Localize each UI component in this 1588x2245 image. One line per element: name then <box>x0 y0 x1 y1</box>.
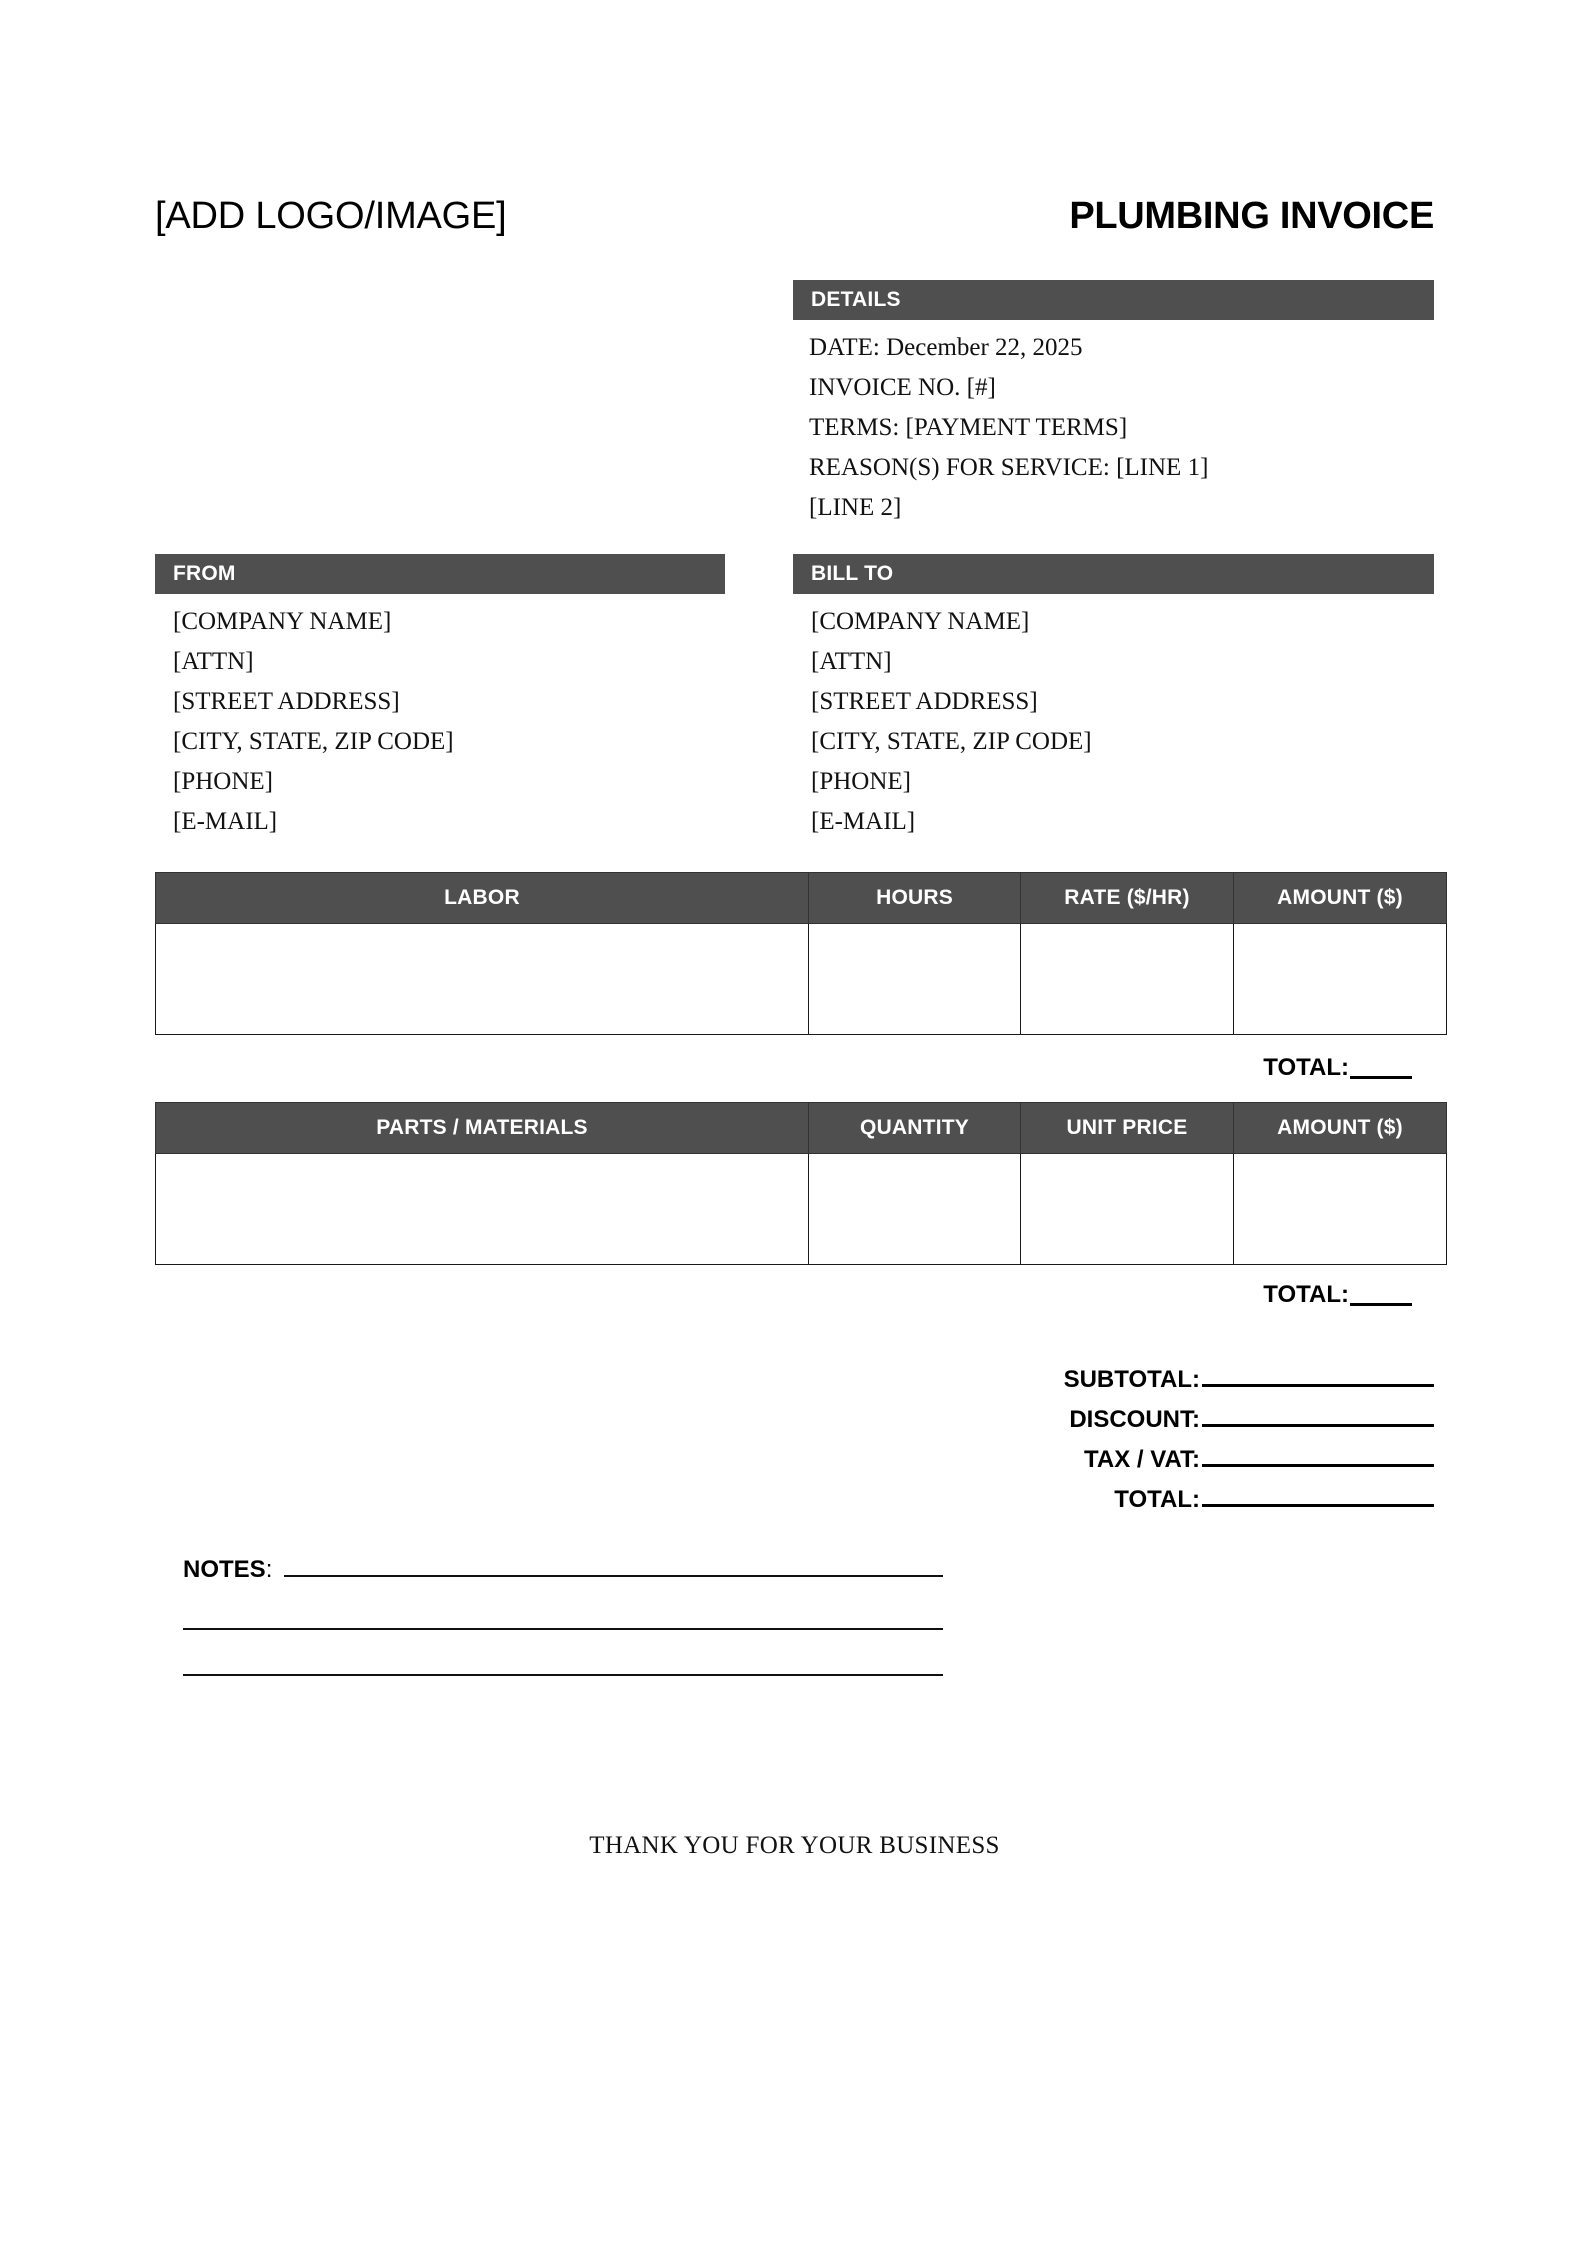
labor-total-line <box>155 1054 1434 1082</box>
subtotal-field[interactable] <box>1202 1362 1434 1387</box>
parts-materials-table <box>155 1102 1447 1265</box>
details-bar-label: DETAILS <box>811 288 901 311</box>
subtotal-row <box>855 1362 1434 1402</box>
from-city-state-zip[interactable]: [CITY, STATE, ZIP CODE] <box>173 728 454 755</box>
totals-summary <box>855 1362 1434 1522</box>
notes-input-line-3[interactable] <box>183 1674 943 1676</box>
details-invoice-no[interactable]: INVOICE NO. [#] <box>809 374 996 401</box>
invoice-header <box>155 195 1434 255</box>
labor-cell-amount[interactable] <box>1234 924 1447 1035</box>
discount-row <box>855 1402 1434 1442</box>
from-address-block <box>173 602 733 842</box>
notes-label: NOTES <box>183 1556 266 1583</box>
labor-table-header-row <box>156 873 1447 924</box>
notes-first-line <box>183 1553 943 1584</box>
subtotal-label: SUBTOTAL: <box>1063 1366 1200 1393</box>
bill-to-phone[interactable]: [PHONE] <box>811 768 911 795</box>
from-phone[interactable]: [PHONE] <box>173 768 273 795</box>
labor-col-amount: AMOUNT ($) <box>1234 873 1447 924</box>
table-row <box>156 924 1447 1035</box>
from-email[interactable]: [E-MAIL] <box>173 808 278 835</box>
details-terms[interactable]: TERMS: [PAYMENT TERMS] <box>809 414 1128 441</box>
bill-to-bar-label: BILL TO <box>811 562 894 585</box>
parts-total-rule[interactable] <box>1350 1303 1412 1306</box>
details-reason-line-1[interactable]: REASON(S) FOR SERVICE: [LINE 1] <box>809 454 1209 481</box>
labor-total-rule[interactable] <box>1350 1076 1412 1079</box>
bill-to-company-name[interactable]: [COMPANY NAME] <box>811 608 1030 635</box>
labor-cell-hours[interactable] <box>809 924 1021 1035</box>
bill-to-address-block <box>811 602 1431 842</box>
footer-message: THANK YOU FOR YOUR BUSINESS <box>589 1832 1000 1859</box>
details-body <box>809 328 1449 528</box>
from-bar-label: FROM <box>173 562 236 585</box>
labor-col-description: LABOR <box>156 873 809 924</box>
parts-col-quantity: QUANTITY <box>809 1103 1021 1154</box>
details-date[interactable]: DATE: December 22, 2025 <box>809 334 1083 361</box>
parts-col-unit-price: UNIT PRICE <box>1021 1103 1234 1154</box>
tax-vat-row <box>855 1442 1434 1482</box>
logo-placeholder[interactable]: [ADD LOGO/IMAGE] <box>155 195 507 237</box>
labor-col-hours: HOURS <box>809 873 1021 924</box>
bill-to-city-state-zip[interactable]: [CITY, STATE, ZIP CODE] <box>811 728 1092 755</box>
labor-cell-description[interactable] <box>156 924 809 1035</box>
tax-vat-field[interactable] <box>1202 1442 1434 1467</box>
labor-col-rate: RATE ($/HR) <box>1021 873 1234 924</box>
labor-cell-rate[interactable] <box>1021 924 1234 1035</box>
from-street-address[interactable]: [STREET ADDRESS] <box>173 688 400 715</box>
details-section-header <box>793 280 1434 320</box>
notes-input-line-1[interactable] <box>284 1553 943 1577</box>
parts-cell-description[interactable] <box>156 1154 809 1265</box>
parts-table-header-row <box>156 1103 1447 1154</box>
parts-cell-quantity[interactable] <box>809 1154 1021 1265</box>
bill-to-email[interactable]: [E-MAIL] <box>811 808 916 835</box>
labor-total-label: TOTAL: <box>1263 1054 1349 1081</box>
parts-total-label: TOTAL: <box>1263 1281 1349 1308</box>
from-company-name[interactable]: [COMPANY NAME] <box>173 608 392 635</box>
discount-field[interactable] <box>1202 1402 1434 1427</box>
notes-colon: : <box>265 1556 273 1583</box>
bill-to-attn[interactable]: [ATTN] <box>811 648 892 675</box>
parts-col-amount: AMOUNT ($) <box>1234 1103 1447 1154</box>
bill-to-section-header <box>793 554 1434 594</box>
notes-input-line-2[interactable] <box>183 1628 943 1630</box>
table-row <box>156 1154 1447 1265</box>
page-title: PLUMBING INVOICE <box>1069 195 1434 237</box>
grand-total-label: TOTAL: <box>1114 1486 1200 1513</box>
discount-label: DISCOUNT: <box>1069 1406 1200 1433</box>
bill-to-street-address[interactable]: [STREET ADDRESS] <box>811 688 1038 715</box>
parts-col-description: PARTS / MATERIALS <box>156 1103 809 1154</box>
labor-table <box>155 872 1447 1035</box>
grand-total-row <box>855 1482 1434 1522</box>
parts-cell-unit-price[interactable] <box>1021 1154 1234 1265</box>
from-attn[interactable]: [ATTN] <box>173 648 254 675</box>
invoice-sheet <box>155 0 1434 2245</box>
details-reason-line-2[interactable]: [LINE 2] <box>809 494 902 521</box>
grand-total-field[interactable] <box>1202 1482 1434 1507</box>
parts-cell-amount[interactable] <box>1234 1154 1447 1265</box>
parts-total-line <box>155 1281 1434 1309</box>
notes-section <box>183 1553 943 1676</box>
tax-vat-label: TAX / VAT: <box>1084 1446 1200 1473</box>
from-section-header <box>155 554 725 594</box>
